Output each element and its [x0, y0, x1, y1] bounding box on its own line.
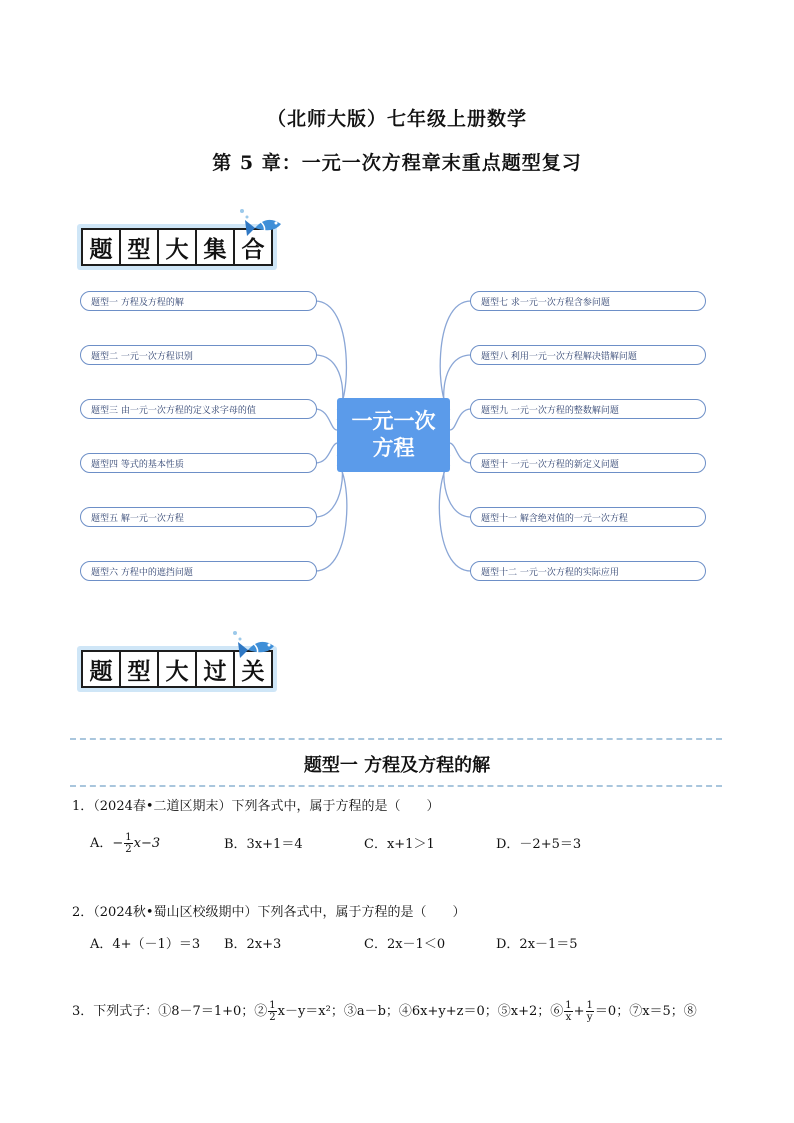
mind-map-topic-11: 题型十一 解含绝对值的一元一次方程 — [470, 507, 706, 527]
fraction: $\frac{1}{2}$ — [269, 1000, 276, 1023]
mind-map-topic-1: 题型一 方程及方程的解 — [80, 291, 317, 311]
mind-map-topic-8: 题型八 利用一元一次方程解决错解问题 — [470, 345, 706, 365]
option-a: A．− $\frac{1}{2}$ x−3 — [90, 832, 161, 855]
option-d: D．2x－1＝5 — [496, 937, 578, 952]
banner-char: 过 — [197, 652, 235, 686]
banner-char: 题 — [83, 652, 121, 686]
banner-char: 题 — [83, 230, 121, 264]
fraction: $\frac{1}{2}$ — [125, 832, 132, 855]
banner-char: 集 — [197, 230, 235, 264]
banner-char: 型 — [121, 652, 159, 686]
section-title: 题型一 方程及方程的解 — [303, 755, 491, 776]
fish-icon — [233, 206, 289, 246]
chapter-title: 第 5 章：一元一次方程章末重点题型复习 — [212, 152, 582, 174]
banner-char: 关 — [241, 657, 265, 685]
divider — [70, 738, 722, 740]
option-b: B．3x+1＝4 — [224, 837, 303, 852]
mind-map-topic-9: 题型九 一元一次方程的整数解问题 — [470, 399, 706, 419]
option-b: B．2x+3 — [224, 937, 282, 952]
option-a: A．4+（－1）＝3 — [90, 937, 201, 952]
mind-map-topic-7: 题型七 求一元一次方程含参问题 — [470, 291, 706, 311]
fraction: $\frac{1}{x}$ — [565, 1000, 572, 1023]
question-2-stem: 2．（2024秋•蜀山区校级期中）下列各式中，属于方程的是（ ） — [72, 905, 466, 920]
banner-char: 大 — [159, 652, 197, 686]
mind-map-topic-2: 题型二 一元一次方程识别 — [80, 345, 317, 365]
mind-map-center: 一元一次方程 — [337, 398, 450, 472]
banner-char: 合 — [241, 235, 265, 263]
banner-char: 型 — [121, 230, 159, 264]
divider — [70, 785, 722, 787]
mind-map-topic-12: 题型十二 一元一次方程的实际应用 — [470, 561, 706, 581]
mind-map-topic-3: 题型三 由一元一次方程的定义求字母的值 — [80, 399, 317, 419]
banner-char: 大 — [159, 230, 197, 264]
option-c: C．2x－1＜0 — [364, 937, 446, 952]
mind-map-topic-5: 题型五 解一元一次方程 — [80, 507, 317, 527]
option-d: D．－2+5＝3 — [496, 837, 582, 852]
question-2-options — [90, 933, 750, 953]
option-c: C．x+1＞1 — [364, 837, 435, 852]
fish-icon — [226, 628, 282, 668]
question-1-stem: 1．（2024春•二道区期末）下列各式中，属于方程的是（ ） — [72, 799, 440, 814]
mind-map-topic-4: 题型四 等式的基本性质 — [80, 453, 317, 473]
fraction: $\frac{1}{y}$ — [586, 1000, 593, 1023]
mind-map — [75, 285, 715, 585]
mind-map-topic-10: 题型十 一元一次方程的新定义问题 — [470, 453, 706, 473]
mind-map-topic-6: 题型六 方程中的遮挡问题 — [80, 561, 317, 581]
question-1-options — [90, 832, 750, 855]
document-title: （北师大版）七年级上册数学 — [266, 108, 527, 130]
question-3-stem: 3．下列式子：①8－7＝1+0；② $\frac{1}{2}$ x－y＝x²；③a－b；④6x+y+z＝0；⑤x+2；⑥ $\frac{1}{x}$ + $\frac{1}{y}$ ＝0；⑦x＝5；⑧ — [72, 1000, 697, 1023]
